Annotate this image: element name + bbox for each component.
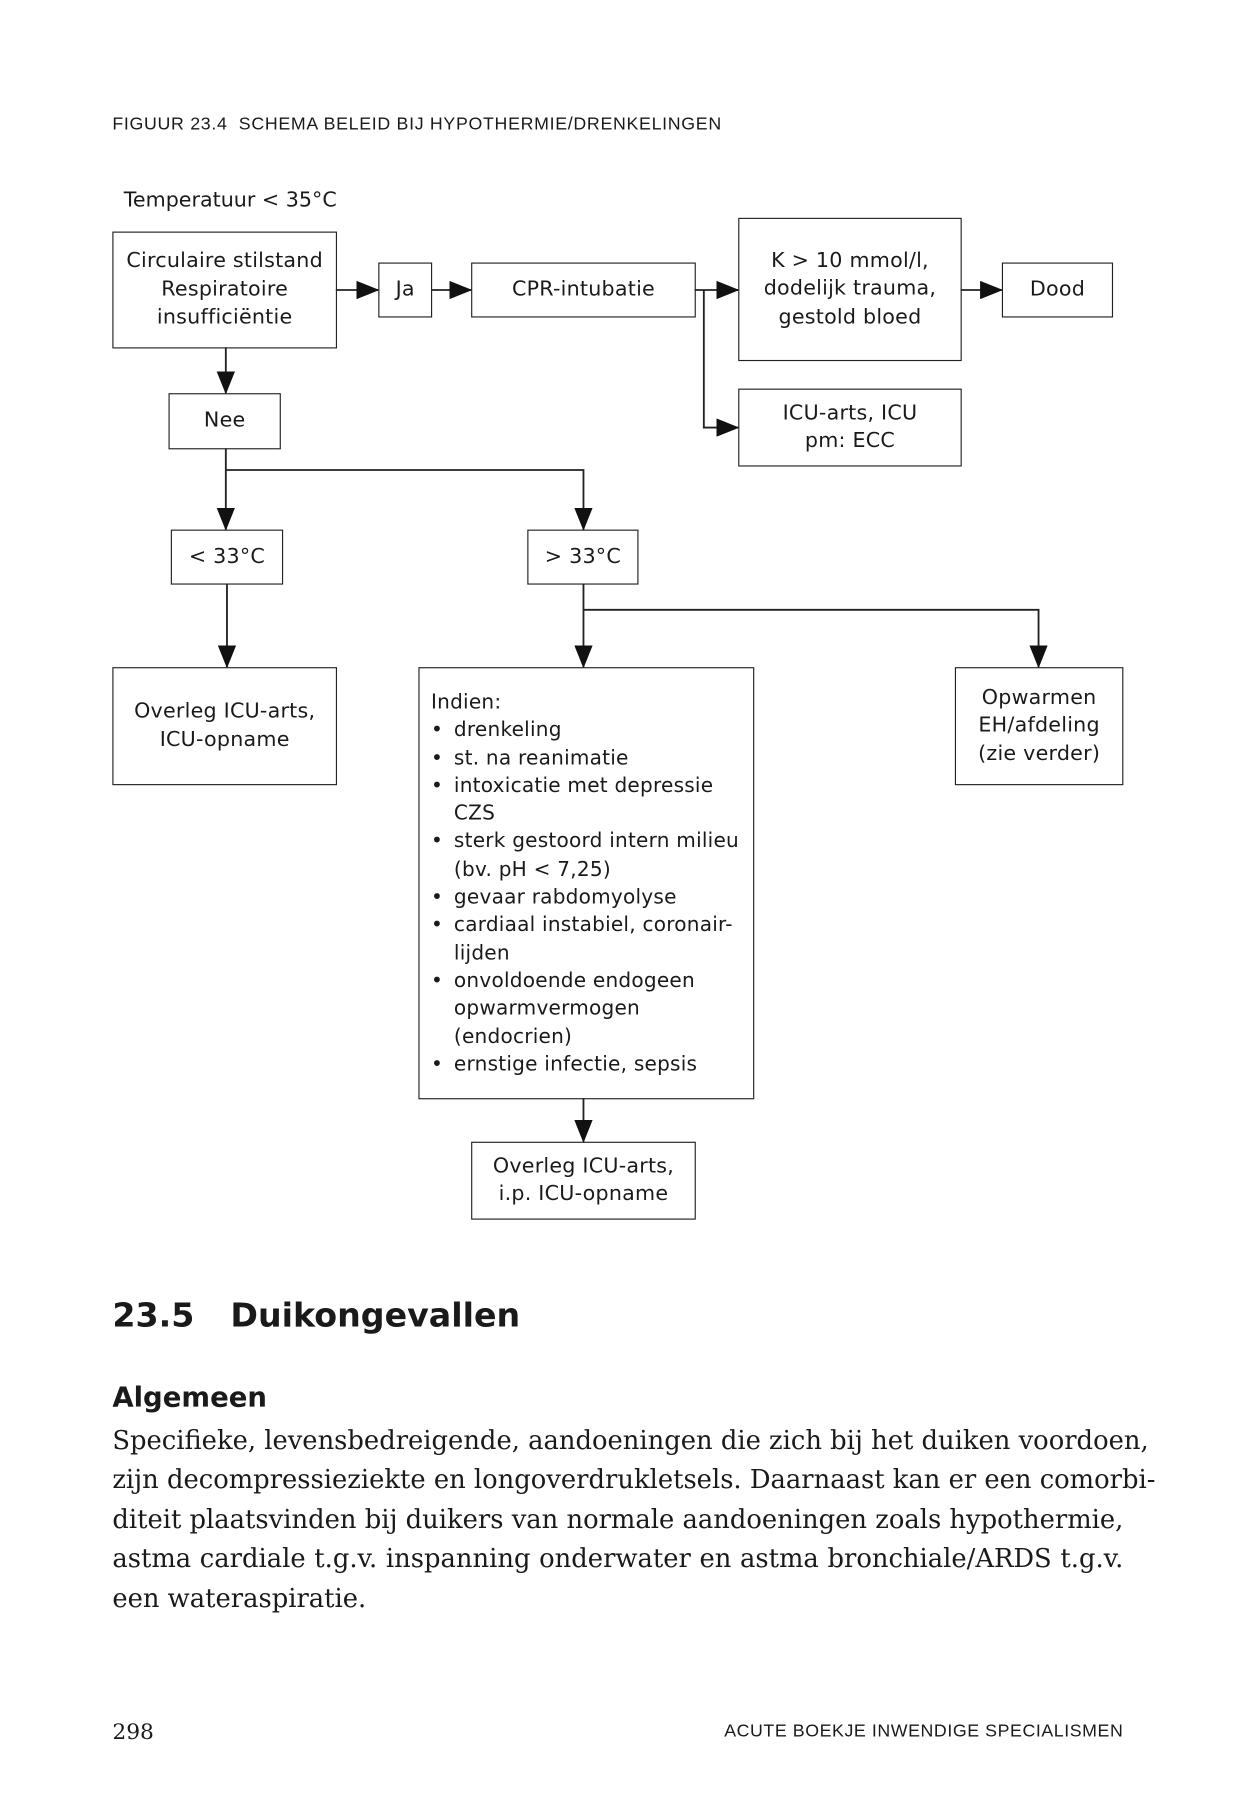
arrow-cpr-icu	[704, 290, 738, 428]
indien-title: Indien:	[431, 691, 502, 715]
arrow-nee-above33	[226, 470, 584, 530]
box-overleg-icu-ip: Overleg ICU-arts, i.p. ICU-opname	[471, 1142, 696, 1220]
list-item: • ernstige infectie, sepsis	[431, 1051, 739, 1079]
box-nee: Nee	[169, 393, 281, 449]
list-item: • intoxicatie met depressie CZS	[431, 772, 739, 828]
body-paragraph	[112, 1421, 1156, 1618]
list-item: • drenkeling	[431, 717, 739, 745]
box-below-33: < 33°C	[171, 530, 283, 585]
list-item: • sterk gestoord intern milieu (bv. pH < 7,25)	[431, 828, 739, 884]
box-dood: Dood	[1002, 263, 1113, 318]
paragraph-line: diteit plaatsvinden bij duikers van normale aandoeningen zoals hypothermie,	[112, 1504, 1124, 1535]
list-item: • onvoldoende endogeen opwarmvermogen (endocrien)	[431, 967, 739, 1051]
box-opwarmen: Opwarmen EH/afdeling (zie verder)	[955, 667, 1124, 785]
section-number: 23.5	[112, 1295, 195, 1335]
page-number: 298	[112, 1719, 154, 1745]
box-criteria-death: K > 10 mmol/l, dodelijk trauma, gestold bloed	[738, 218, 962, 361]
paragraph-line: zijn decompressieziekte en longoverdrukletsels. Daarnaast kan er een comorbi-	[112, 1465, 1156, 1496]
box-overleg-icu: Overleg ICU-arts, ICU-opname	[112, 667, 337, 785]
list-item: • cardiaal instabiel, coronair- lijden	[431, 912, 739, 968]
running-footer: ACUTE BOEKJE INWENDIGE SPECIALISMEN	[724, 1721, 1124, 1742]
section-title: Duikongevallen	[230, 1295, 521, 1335]
box-indien	[418, 667, 754, 1099]
list-item: • st. na reanimatie	[431, 745, 739, 773]
box-icu-ecc: ICU-arts, ICU pm: ECC	[738, 389, 962, 467]
figure-title: SCHEMA BELEID BIJ HYPOTHERMIE/DRENKELINGEN	[238, 114, 722, 135]
paragraph-line: een wateraspiratie.	[112, 1583, 367, 1614]
box-cpr: CPR-intubatie	[471, 263, 696, 318]
box-ja: Ja	[378, 263, 432, 318]
box-above-33: > 33°C	[527, 530, 638, 585]
paragraph-line: astma cardiale t.g.v. inspanning onderwater en astma bronchiale/ARDS t.g.v.	[112, 1544, 1124, 1575]
paragraph-line: Specifieke, levensbedreigende, aandoeningen die zich bij het duiken voordoen,	[112, 1425, 1149, 1456]
arrow-above33-opwarmen	[583, 610, 1038, 667]
start-label: Temperatuur < 35°C	[123, 187, 337, 213]
box-arrest: Circulaire stilstand Respiratoire insufficiëntie	[112, 232, 337, 349]
list-item: • gevaar rabdomyolyse	[431, 884, 739, 912]
figure-label: FIGUUR 23.4	[112, 114, 228, 135]
subheading: Algemeen	[112, 1381, 267, 1414]
indien-list	[431, 717, 739, 1079]
